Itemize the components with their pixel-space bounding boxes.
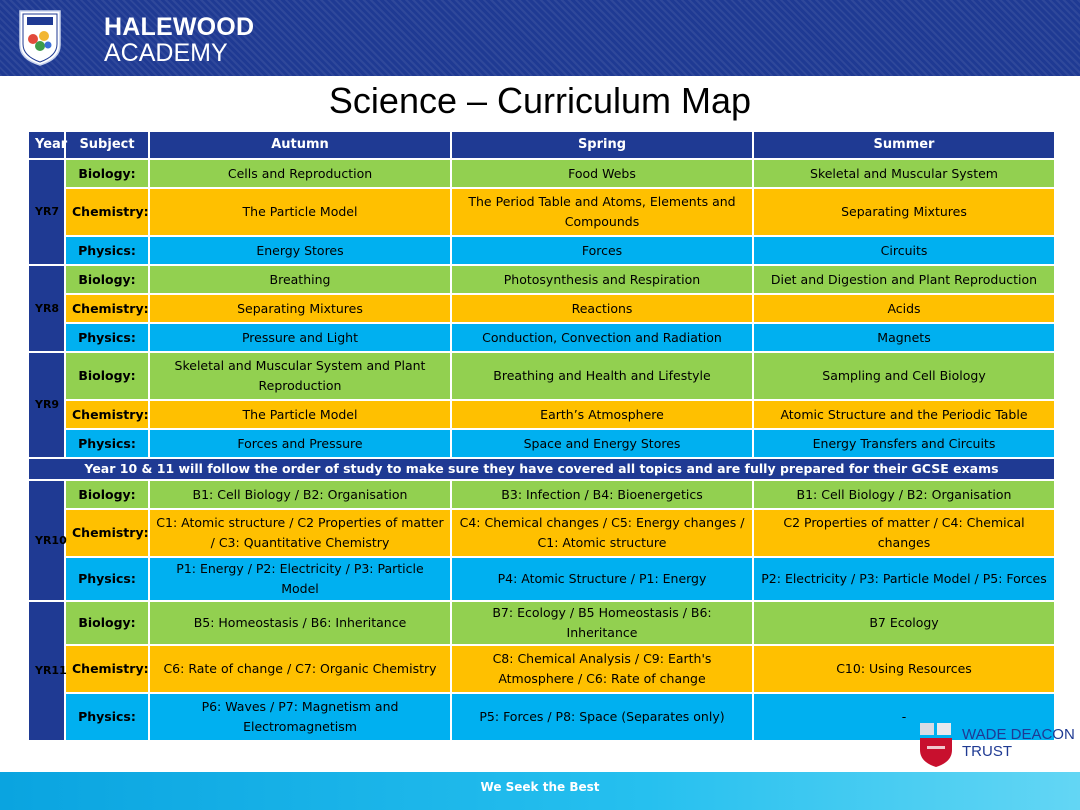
autumn-cell: Energy Stores [149,236,451,265]
table-row [28,645,1055,693]
table-row [28,429,1055,458]
spring-cell: C4: Chemical changes / C5: Energy changes / C1: Atomic structure [451,509,753,557]
spring-cell: P4: Atomic Structure / P1: Energy [451,557,753,601]
summer-cell: - [753,693,1055,741]
spring-cell: The Period Table and Atoms, Elements and Compounds [451,188,753,236]
table-row [28,693,1055,741]
school-crest-icon [18,9,62,67]
subject-cell: Biology: [65,265,149,294]
autumn-cell: B1: Cell Biology / B2: Organisation [149,480,451,509]
subject-cell: Physics: [65,693,149,741]
autumn-cell: C6: Rate of change / C7: Organic Chemistry [149,645,451,693]
summer-cell: Magnets [753,323,1055,352]
table-header-row [28,131,1055,159]
autumn-cell: Pressure and Light [149,323,451,352]
summer-cell: Atomic Structure and the Periodic Table [753,400,1055,429]
autumn-cell: Forces and Pressure [149,429,451,458]
year-label: YR7 [28,159,65,265]
autumn-cell: Skeletal and Muscular System and Plant Reproduction [149,352,451,400]
subject-cell: Physics: [65,323,149,352]
trust-name [962,726,1075,760]
summer-cell: Sampling and Cell Biology [753,352,1055,400]
subject-cell: Chemistry: [65,294,149,323]
summer-cell: Separating Mixtures [753,188,1055,236]
subject-cell: Chemistry: [65,509,149,557]
table-row [28,557,1055,601]
spring-cell: B3: Infection / B4: Bioenergetics [451,480,753,509]
autumn-cell: P1: Energy / P2: Electricity / P3: Particle Model [149,557,451,601]
spring-cell: Food Webs [451,159,753,188]
summer-cell: C10: Using Resources [753,645,1055,693]
table-row [28,323,1055,352]
year-label: YR11 [28,601,65,741]
motto: We Seek the Best [480,780,600,794]
gcse-note: Year 10 & 11 will follow the order of study to make sure they have covered all topics and are fully prepared for their GCSE exams [28,458,1055,480]
header-spring: Spring [451,131,753,159]
autumn-cell: P6: Waves / P7: Magnetism and Electromagnetism [149,693,451,741]
school-name-line2: ACADEMY [104,39,228,67]
spring-cell: P5: Forces / P8: Space (Separates only) [451,693,753,741]
summer-cell: Energy Transfers and Circuits [753,429,1055,458]
spring-cell: B7: Ecology / B5 Homeostasis / B6: Inheritance [451,601,753,645]
footer-band [0,772,1080,810]
summer-cell: B7 Ecology [753,601,1055,645]
gcse-note-row [28,458,1055,480]
autumn-cell: The Particle Model [149,400,451,429]
table-row [28,480,1055,509]
trust-name-line2: TRUST [962,743,1012,760]
header-summer: Summer [753,131,1055,159]
subject-cell: Biology: [65,601,149,645]
autumn-cell: B5: Homeostasis / B6: Inheritance [149,601,451,645]
school-name [104,14,254,66]
spring-cell: Photosynthesis and Respiration [451,265,753,294]
header-year: Year [28,131,65,159]
table-row [28,352,1055,400]
subject-cell: Chemistry: [65,400,149,429]
header-band [0,0,1080,76]
spring-cell: Breathing and Health and Lifestyle [451,352,753,400]
school-name-line1: HALEWOOD [104,13,255,41]
page-title: Science – Curriculum Map [328,80,752,121]
subject-cell: Chemistry: [65,645,149,693]
summer-cell: C2 Properties of matter / C4: Chemical changes [753,509,1055,557]
subject-cell: Biology: [65,159,149,188]
summer-cell: Circuits [753,236,1055,265]
autumn-cell: Cells and Reproduction [149,159,451,188]
trust-name-line1: WADE DEACON [962,726,1075,743]
table-row [28,400,1055,429]
summer-cell: B1: Cell Biology / B2: Organisation [753,480,1055,509]
subject-cell: Chemistry: [65,188,149,236]
trust-shield-icon [918,722,954,768]
subject-cell: Physics: [65,429,149,458]
header-subject: Subject [65,131,149,159]
year-label: YR10 [28,480,65,601]
spring-cell: Conduction, Convection and Radiation [451,323,753,352]
spring-cell: C8: Chemical Analysis / C9: Earth's Atmosphere / C6: Rate of change [451,645,753,693]
table-row [28,265,1055,294]
summer-cell: Acids [753,294,1055,323]
table-row [28,294,1055,323]
subject-cell: Biology: [65,352,149,400]
table-row [28,509,1055,557]
table-row [28,188,1055,236]
subject-cell: Physics: [65,557,149,601]
summer-cell: Skeletal and Muscular System [753,159,1055,188]
table-row [28,236,1055,265]
curriculum-table [27,130,1056,742]
table-row [28,601,1055,645]
autumn-cell: Separating Mixtures [149,294,451,323]
spring-cell: Reactions [451,294,753,323]
summer-cell: P2: Electricity / P3: Particle Model / P5: Forces [753,557,1055,601]
spring-cell: Earth’s Atmosphere [451,400,753,429]
header-autumn: Autumn [149,131,451,159]
summer-cell: Diet and Digestion and Plant Reproduction [753,265,1055,294]
autumn-cell: Breathing [149,265,451,294]
autumn-cell: The Particle Model [149,188,451,236]
year-label: YR8 [28,265,65,352]
spring-cell: Space and Energy Stores [451,429,753,458]
subject-cell: Physics: [65,236,149,265]
table-row [28,159,1055,188]
autumn-cell: C1: Atomic structure / C2 Properties of matter / C3: Quantitative Chemistry [149,509,451,557]
year-label: YR9 [28,352,65,458]
subject-cell: Biology: [65,480,149,509]
spring-cell: Forces [451,236,753,265]
